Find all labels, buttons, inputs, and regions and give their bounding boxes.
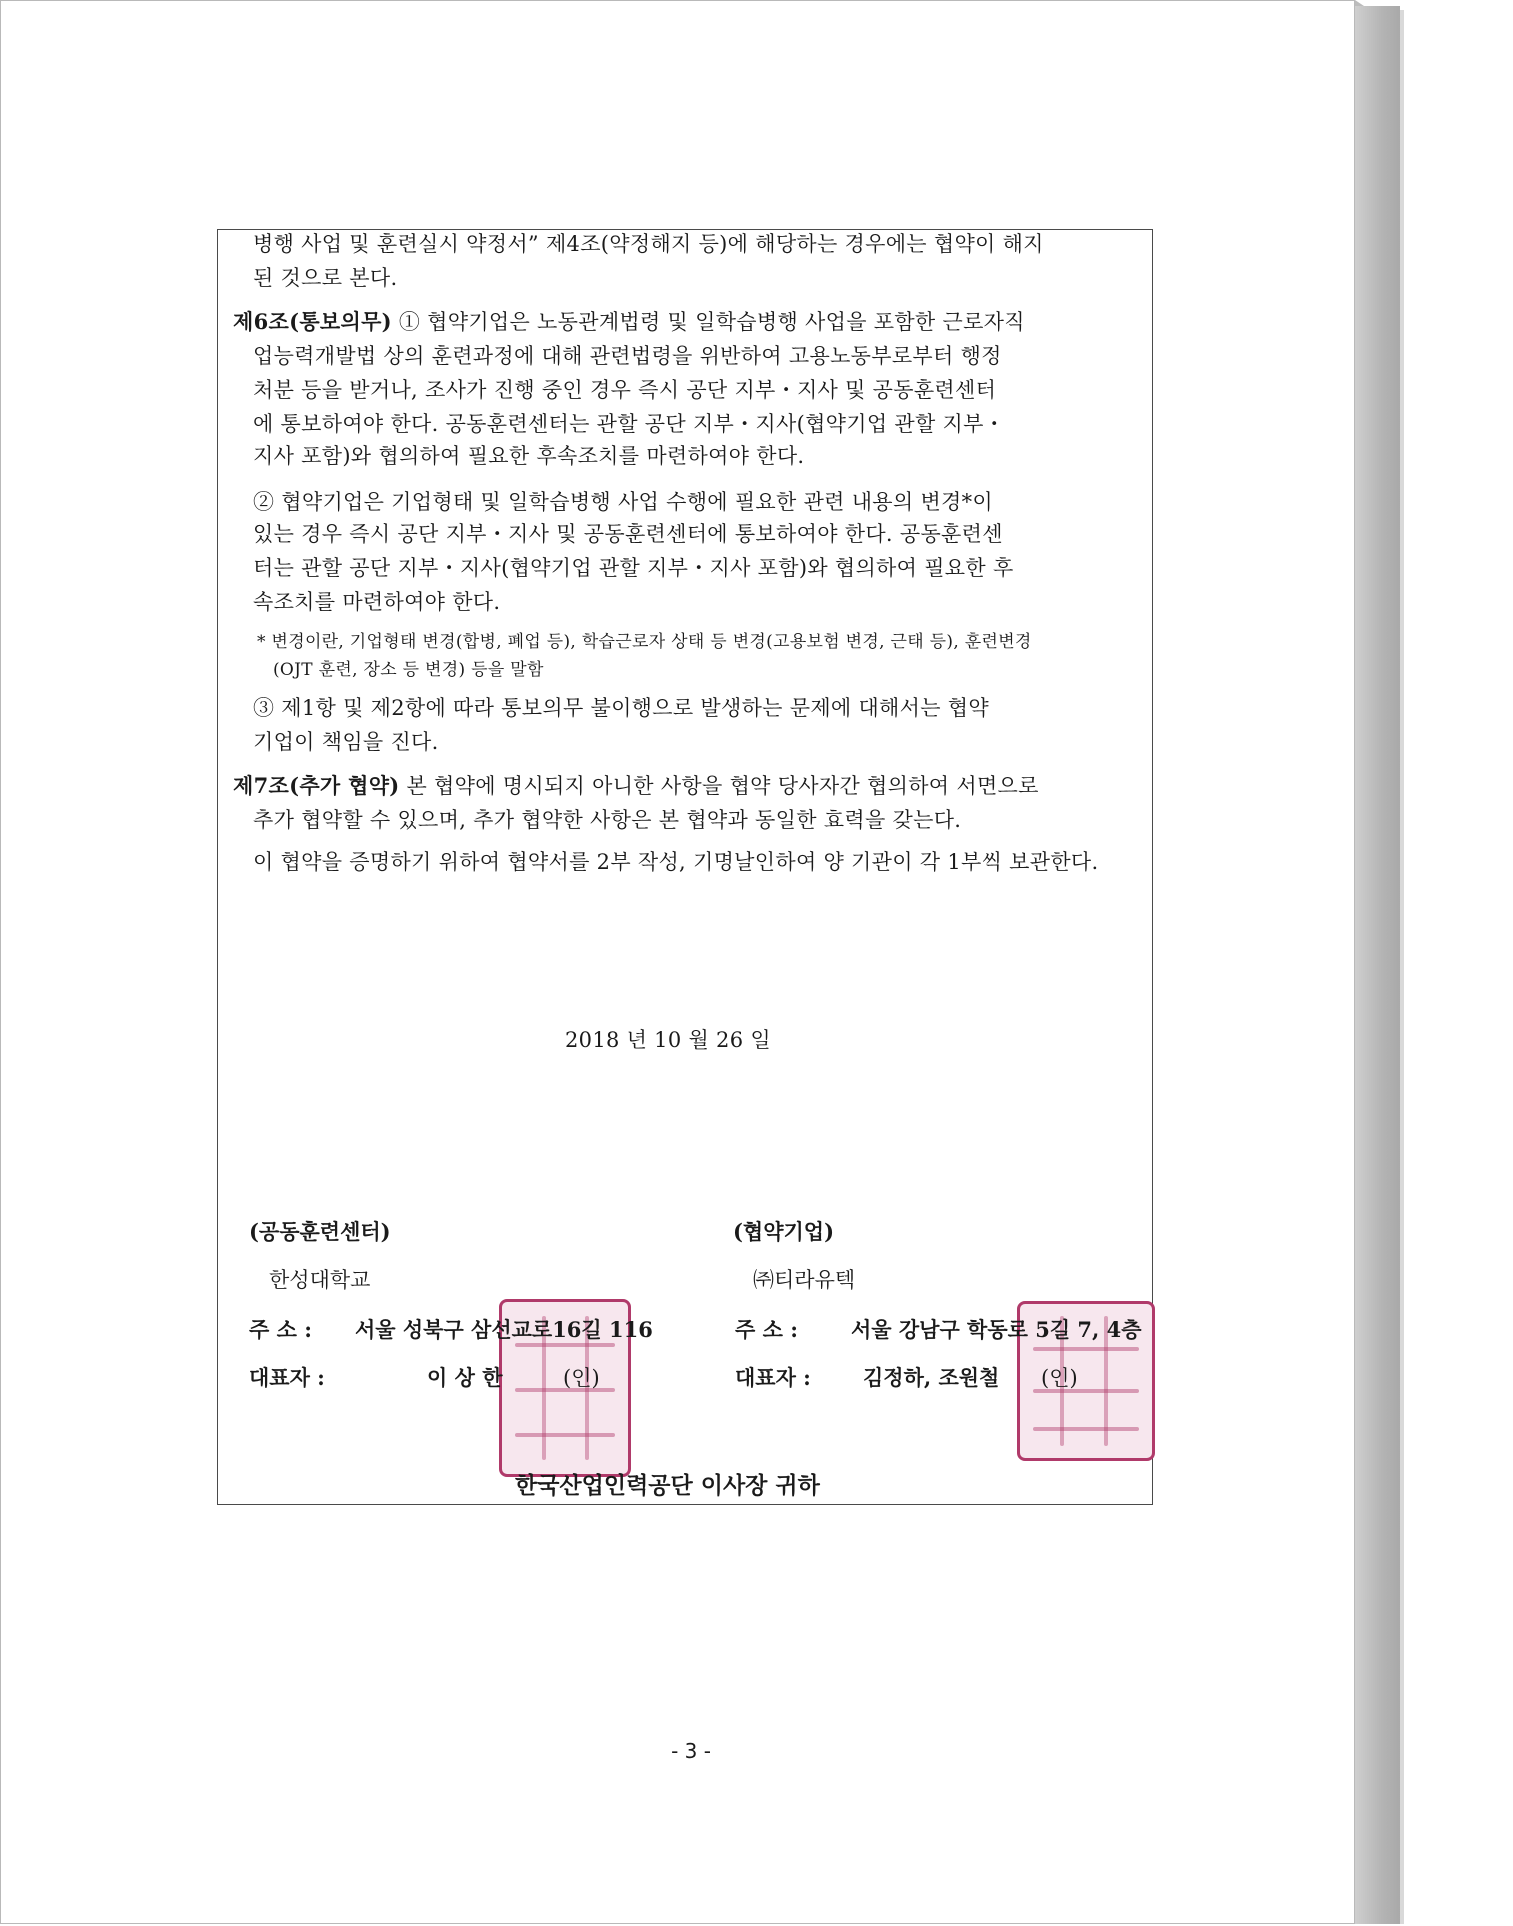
- body-line: 추가 협약할 수 있으며, 추가 협약한 사항은 본 협약과 동일한 효력을 갖는다.: [253, 808, 962, 832]
- body-line: 처분 등을 받거나, 조사가 진행 중인 경우 즉시 공단 지부・지사 및 공동훈련센터: [253, 378, 997, 402]
- left-seal-mark: (인): [563, 1366, 600, 1390]
- article-7-first-line: [233, 771, 1039, 801]
- left-rep-label: 대표자 :: [249, 1365, 325, 1390]
- body-line: 된 것으로 본다.: [253, 266, 398, 290]
- right-address: 서울 강남구 학동로 5길 7, 4층: [851, 1317, 1142, 1342]
- body-line: 기업이 책임을 진다.: [253, 730, 439, 754]
- right-rep-name: 김정하, 조원철: [863, 1365, 1000, 1390]
- body-line: 지사 포함)와 협의하여 필요한 후속조치를 마련하여야 한다.: [253, 444, 805, 468]
- closing-statement: 이 협약을 증명하기 위하여 협약서를 2부 작성, 기명날인하여 양 기관이 각 1부씩 보관한다.: [253, 850, 1099, 874]
- body-line: 터는 관할 공단 지부・지사(협약기업 관할 지부・지사 포함)와 협의하여 필요한 후: [253, 556, 1014, 580]
- article-6-heading: 제6조(통보의무): [233, 309, 392, 334]
- body-line: ③ 제1항 및 제2항에 따라 통보의무 불이행으로 발생하는 문제에 대해서는 협약: [253, 696, 989, 720]
- right-address-label: 주 소 :: [735, 1317, 798, 1342]
- page-edge-shadow: [1400, 10, 1404, 1924]
- page-number: - 3 -: [671, 1739, 711, 1763]
- footnote-line: * 변경이란, 기업형태 변경(합병, 폐업 등), 학습근로자 상태 등 변경(고용보험 변경, 근태 등), 훈련변경: [257, 632, 1032, 652]
- footnote-line: (OJT 훈련, 장소 등 변경) 등을 말함: [273, 660, 544, 680]
- right-rep-label: 대표자 :: [735, 1365, 811, 1390]
- body-line: 에 통보하여야 한다. 공동훈련센터는 관할 공단 지부・지사(협약기업 관할 지부・: [253, 412, 1006, 436]
- body-line: 있는 경우 즉시 공단 지부・지사 및 공동훈련센터에 통보하여야 한다. 공동훈련센: [253, 522, 1003, 546]
- left-party-name: 한성대학교: [269, 1268, 371, 1292]
- article-6-first-line: [233, 307, 1025, 337]
- right-party-heading: (협약기업): [733, 1219, 835, 1244]
- left-party-heading: (공동훈련센터): [249, 1219, 391, 1244]
- article-7-text: 본 협약에 명시되지 아니한 사항을 협약 당사자간 협의하여 서면으로: [399, 774, 1039, 798]
- body-line: 병행 사업 및 훈련실시 약정서” 제4조(약정해지 등)에 해당하는 경우에는 협약이 해지: [253, 232, 1044, 256]
- article-6-text: ① 협약기업은 노동관계법령 및 일학습병행 사업을 포함한 근로자직: [391, 310, 1025, 334]
- body-line: 속조치를 마련하여야 한다.: [253, 590, 501, 614]
- left-address-label: 주 소 :: [249, 1317, 312, 1342]
- page-edge: [1355, 6, 1400, 1924]
- body-line: ② 협약기업은 기업형태 및 일학습병행 사업 수행에 필요한 관련 내용의 변경*이: [253, 490, 994, 514]
- article-7-heading: 제7조(추가 협약): [233, 773, 400, 798]
- addressee: 한국산업인력공단 이사장 귀하: [515, 1472, 820, 1499]
- left-rep-name: 이 상 한: [427, 1365, 503, 1390]
- right-seal-mark: (인): [1041, 1366, 1078, 1390]
- right-party-name: ㈜티라유텍: [753, 1268, 856, 1292]
- agreement-date: 2018 년 10 월 26 일: [565, 1028, 771, 1052]
- body-line: 업능력개발법 상의 훈련과정에 대해 관련법령을 위반하여 고용노동부로부터 행정: [253, 344, 1002, 368]
- left-address: 서울 성북구 삼선교로16길 116: [355, 1317, 653, 1342]
